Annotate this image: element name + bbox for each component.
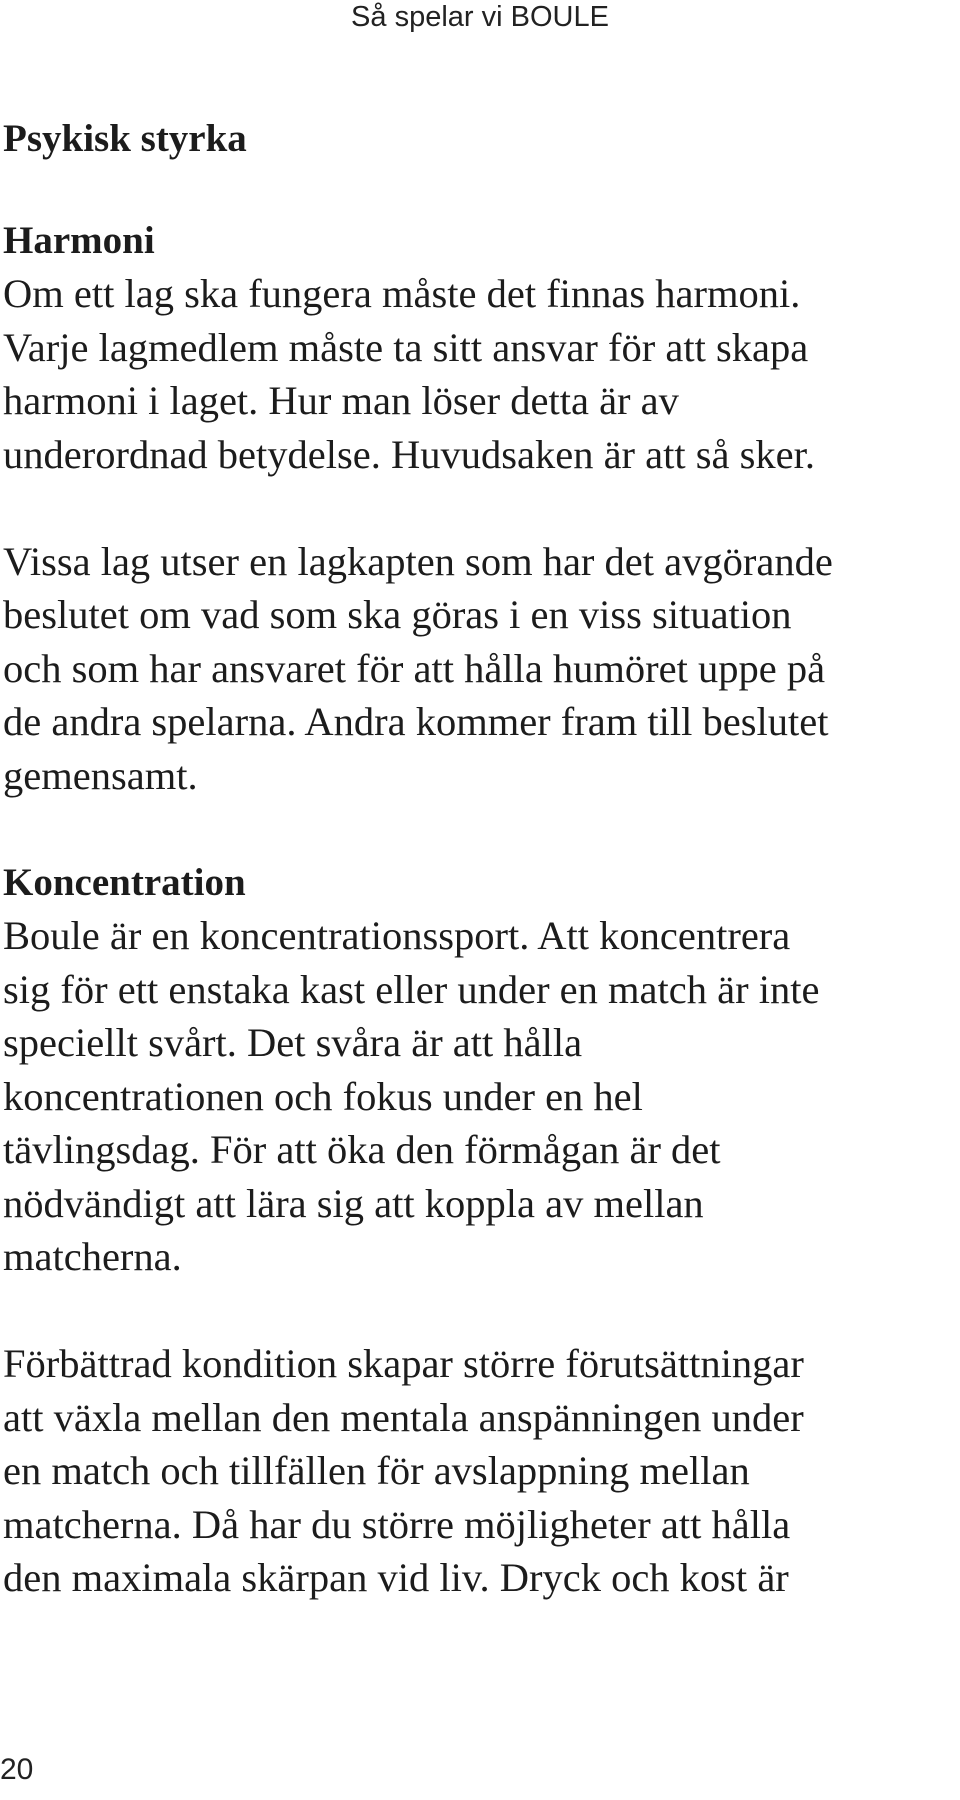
page-content	[3, 112, 953, 1605]
paragraph-gap	[3, 1284, 953, 1338]
subheading-harmoni: Harmoni	[3, 218, 155, 262]
text-line: och som har ansvaret för att hålla humöret uppe på	[3, 645, 826, 691]
text-line: Förbättrad kondition skapar större förutsättningar	[3, 1341, 804, 1386]
running-header: Så spelar vi BOULE	[351, 1, 609, 33]
text-line: koncentrationen och fokus under en hel	[3, 1073, 643, 1119]
text-line: gemensamt.	[3, 752, 198, 798]
text-line: den maximala skärpan vid liv. Dryck och kost är	[3, 1555, 789, 1600]
text-line: en match och tillfällen för avslappning mellan	[3, 1448, 750, 1493]
paragraph-koncentration-1	[3, 909, 953, 1284]
text-line: att växla mellan den mentala anspänningen under	[3, 1394, 804, 1440]
paragraph-harmoni-1	[3, 267, 953, 481]
text-line: matcherna. Då har du större möjligheter att hålla	[3, 1501, 791, 1547]
text-line: sig för ett enstaka kast eller under en match är inte	[3, 966, 820, 1012]
paragraph-gap	[3, 481, 953, 535]
section-title: Psykisk styrka	[3, 117, 247, 160]
paragraph-koncentration-2	[3, 1337, 953, 1605]
text-line: Om ett lag ska fungera måste det finnas harmoni.	[3, 271, 801, 316]
text-line: speciellt svårt. Det svåra är att hålla	[3, 1020, 583, 1065]
text-line: nödvändigt att lära sig att koppla av mellan	[3, 1180, 704, 1226]
text-line: Vissa lag utser en lagkapten som har det avgörande	[3, 538, 833, 584]
text-line: Varje lagmedlem måste ta sitt ansvar för att skapa	[3, 324, 809, 370]
paragraph-gap	[3, 802, 953, 856]
subheading-koncentration: Koncentration	[3, 860, 246, 904]
page-number: 20	[0, 1753, 34, 1786]
text-line: underordnad betydelse. Huvudsaken är att så sker.	[3, 431, 815, 477]
text-line: beslutet om vad som ska göras i en viss situation	[3, 592, 792, 637]
text-line: Boule är en koncentrationssport. Att koncentrera	[3, 913, 791, 958]
paragraph-harmoni-2	[3, 535, 953, 803]
text-line: de andra spelarna. Andra kommer fram till beslutet	[3, 699, 829, 744]
text-line: harmoni i laget. Hur man löser detta är av	[3, 378, 679, 423]
text-line: matcherna.	[3, 1234, 182, 1279]
text-line: tävlingsdag. För att öka den förmågan är det	[3, 1127, 721, 1172]
